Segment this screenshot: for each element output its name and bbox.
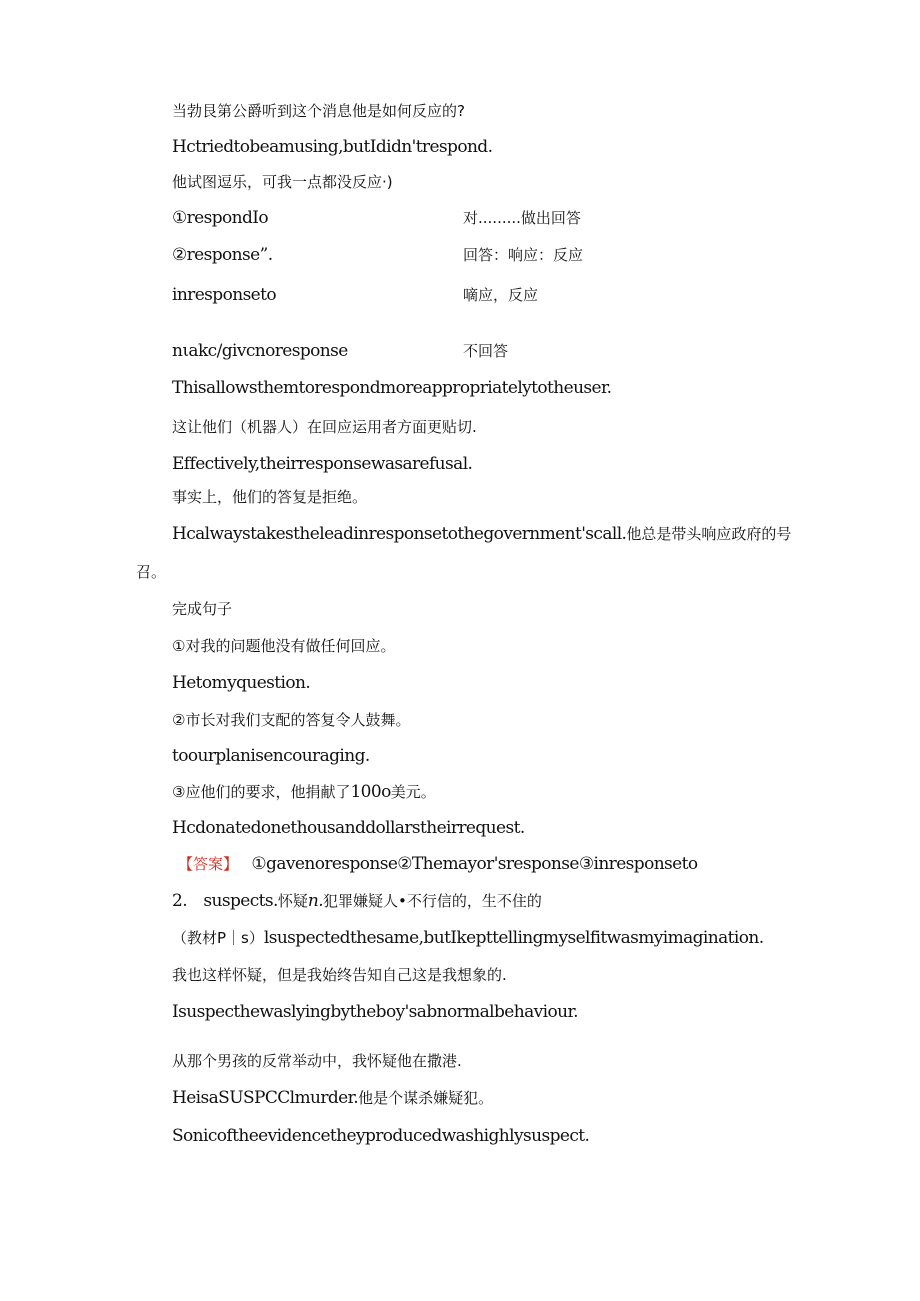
- vocab-term: nιakc∕givcnoresponse: [172, 341, 348, 361]
- vocab-term: inresponseto: [172, 285, 277, 305]
- answer-line: [178, 852, 698, 876]
- vocab-term: ②response”.: [172, 245, 273, 265]
- example-sentence-zh: 他试图逗乐，可我一点都没反应·): [172, 173, 393, 191]
- example-sentence-en: Effectively,theirresponsewasarefusal.: [172, 454, 473, 474]
- answer-label: 【答案】: [178, 855, 239, 873]
- sentence-zh-part: 他是个谋杀嫌疑犯。: [358, 1089, 494, 1107]
- exercise-prompt: ②市长对我们支配的答复令人鼓舞。: [172, 711, 411, 729]
- sentence-en-part: HeisaSUSPCClmurder.: [172, 1088, 359, 1108]
- example-sentence-en: Thisallowsthemtorespondmoreappropriatelytotheuser.: [172, 378, 612, 398]
- vocab-meaning: 不回答: [463, 342, 509, 360]
- sentence-continuation: 召。: [136, 563, 167, 581]
- entry-meaning: 犯罪嫌疑人•不行信的，生不住的: [323, 892, 542, 910]
- example-sentence-en: Sonicoftheevidencetheyproducedwashighlysuspect.: [172, 1126, 590, 1146]
- textbook-reference: （教材P｜s）: [172, 929, 264, 947]
- part-of-speech: n.: [307, 891, 324, 911]
- exercise-prompt: [172, 780, 436, 804]
- vocab-meaning: 嘀应，反应: [463, 286, 539, 304]
- example-sentence-en: Hctriedtobeamusing,butIdidn'trespond.: [172, 137, 493, 157]
- example-sentence-zh: 从那个男孩的反常举动中，我怀疑他在撒港.: [172, 1052, 462, 1070]
- exercise-sentence: Hcdonatedonethousanddollarstheirrequest.: [172, 818, 525, 838]
- vocab-term: ①respondIo: [172, 208, 269, 228]
- example-sentence-zh: 事实上，他们的答复是拒绝。: [172, 488, 368, 506]
- example-sentence-en: Isuspecthewaslyingbytheboy'sabnormalbehaviour.: [172, 1002, 578, 1022]
- exercise-sentence: toourplanisencouraging.: [172, 746, 370, 766]
- exercise-prompt: ①对我的问题他没有做任何回应。: [172, 637, 396, 655]
- sentence-en-part: Hcalwaystakestheleadinresponsetothegovernment'scall.: [172, 524, 627, 544]
- prompt-zh-part: 美元。: [390, 783, 436, 801]
- vocab-meaning: 对.........做出回答: [463, 209, 581, 227]
- question-line: 当勃艮第公爵听到这个消息他是如何反应的?: [172, 102, 465, 120]
- answer-text: ①gavenoresponse②Themayor'sresponse③inresponseto: [251, 854, 698, 874]
- entry-meaning: 怀疑: [277, 892, 308, 910]
- exercise-sentence: Hetomyquestion.: [172, 673, 311, 693]
- example-sentence-zh: 这让他们（机器人）在回应运用者方面更贴切.: [172, 418, 477, 436]
- prompt-number: 100o: [350, 782, 391, 802]
- prompt-zh-part: ③应他们的要求，他捐献了: [172, 783, 351, 801]
- example-sentence-mixed: [172, 522, 791, 546]
- section-heading: 完成句子: [172, 600, 233, 618]
- example-sentence-mixed: [172, 926, 764, 950]
- example-sentence-zh: 我也这样怀疑，但是我始终告知自己这是我想象的.: [172, 966, 507, 984]
- example-sentence-mixed: [172, 1086, 493, 1110]
- sentence-en-part: lsuspectedthesame,butIkepttellingmyselfitwasmyimagination.: [263, 928, 764, 948]
- vocab-entry-heading: [172, 889, 542, 913]
- sentence-zh-part: 他总是带头响应政府的号: [626, 525, 792, 543]
- vocab-meaning: 回答：响应：反应: [463, 246, 584, 264]
- entry-word: 2. suspects.: [172, 891, 278, 911]
